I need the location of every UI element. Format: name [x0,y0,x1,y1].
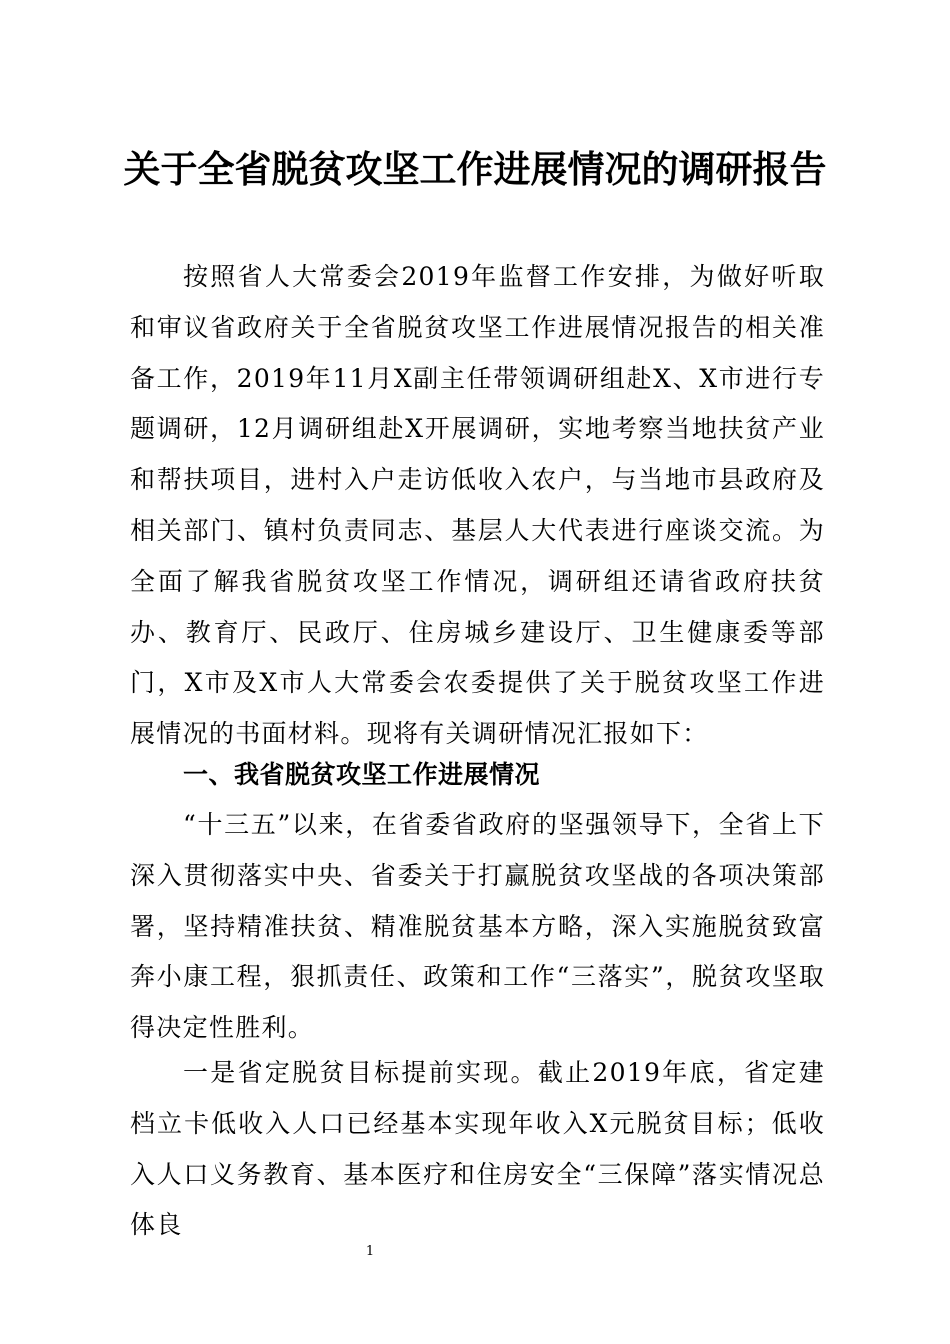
section-heading-block [130,750,825,801]
section-heading: 一、我省脱贫攻坚工作进展情况 [183,760,541,789]
intro-section [130,252,825,760]
point-one-section [130,1048,825,1251]
overview-paragraph: “十三五”以来，在省委省政府的坚强领导下，全省上下深入贯彻落实中央、省委关于打赢脱贫攻坚战的各项决策部署，坚持精准扶贫、精准脱贫基本方略，深入实施脱贫致富奔小康工程，狠抓责任、政策和工作“三落实”，脱贫攻坚取得决定性胜利。 [130,810,825,1043]
document-title: 关于全省脱贫攻坚工作进展情况的调研报告 [123,147,827,191]
section-body [130,800,825,1054]
point-one-paragraph: 一是省定脱贫目标提前实现。截止2019年底，省定建档立卡低收入人口已经基本实现年收入X元脱贫目标；低收入人口义务教育、基本医疗和住房安全“三保障”落实情况总体良 [130,1058,825,1240]
intro-paragraph: 按照省人大常委会2019年监督工作安排，为做好听取和审议省政府关于全省脱贫攻坚工作进展情况报告的相关准备工作，2019年11月X副主任带领调研组赴X、X市进行专题调研，12月调研组赴X开展调研，实地考察当地扶贫产业和帮扶项目，进村入户走访低收入农户，与当地市县政府及相关部门、镇村负责同志、基层人大代表进行座谈交流。为全面了解我省脱贫攻坚工作情况，调研组还请省政府扶贫办、教育厅、民政厅、住房城乡建设厅、卫生健康委等部门，X市及X市人大常委会农委提供了关于脱贫攻坚工作进展情况的书面材料。现将有关调研情况汇报如下： [130,262,825,749]
page-number: 1 [365,1244,375,1259]
